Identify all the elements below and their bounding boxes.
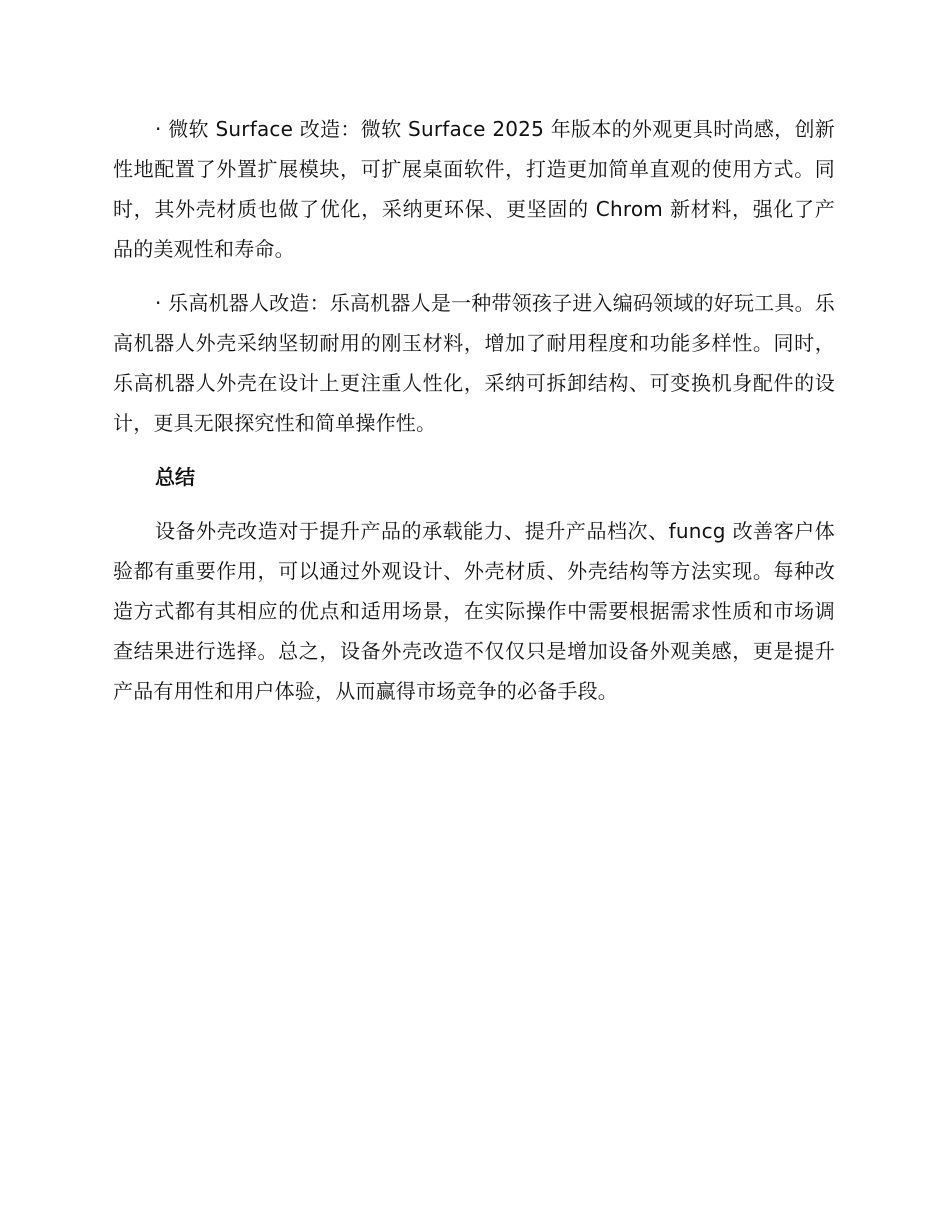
document-body [113,109,835,725]
paragraph-microsoft-surface: · 微软 Surface 改造：微软 Surface 2025 年版本的外观更具时尚感，创新性地配置了外置扩展模块，可扩展桌面软件，打造更加简单直观的使用方式。同时，其外壳材质也做了优化，采纳更环保、更坚固的 Chrom 新材料，强化了产品的美观性和寿命。 [113,117,835,261]
summary-heading: 总结 [155,465,195,489]
paragraph-lego-robot: · 乐高机器人改造：乐高机器人是一种带领孩子进入编码领域的好玩工具。乐高机器人外壳采纳坚韧耐用的刚玉材料，增加了耐用程度和功能多样性。同时，乐高机器人外壳在设计上更注重人性化，采纳可拆卸结构、可变换机身配件的设计，更具无限探究性和简单操作性。 [113,291,835,435]
summary-paragraph: 设备外壳改造对于提升产品的承载能力、提升产品档次、funcg 改善客户体验都有重要作用，可以通过外观设计、外壳材质、外壳结构等方法实现。每种改造方式都有其相应的优点和适用场景，在实际操作中需要根据需求性质和市场调查结果进行选择。总之，设备外壳改造不仅仅只是增加设备外观美感，更是提升产品有用性和用户体验，从而赢得市场竞争的必备手段。 [113,519,835,703]
